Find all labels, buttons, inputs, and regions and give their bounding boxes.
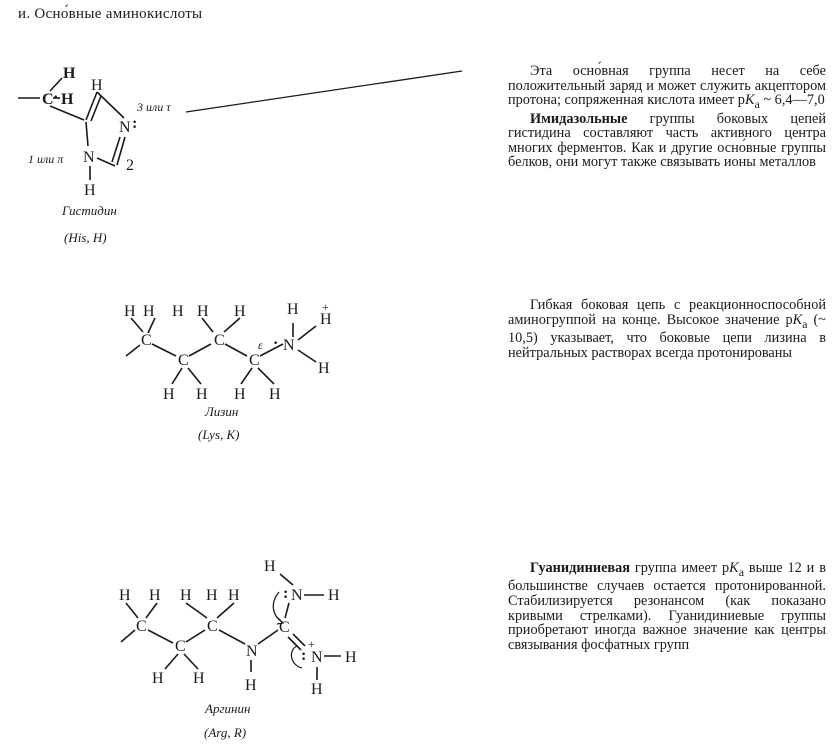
arginine-paragraph <box>508 561 826 652</box>
atom-h: H <box>124 303 136 320</box>
atom-h: H <box>234 386 246 403</box>
bond <box>186 630 205 642</box>
atom-h: H <box>269 386 281 403</box>
atom-c: C <box>178 352 189 369</box>
atom-h: H <box>193 670 205 687</box>
histidine-abbr: (His, H) <box>64 230 107 245</box>
lone-pair: : <box>283 585 289 602</box>
atom-h: H <box>149 587 161 604</box>
text: Гибкая боковая цепь с реакционноспособной аминогруппой на конце. Высокое значение p <box>508 297 826 328</box>
bond <box>126 603 138 618</box>
bold-term: Имидазольные <box>530 110 628 127</box>
atom-h: H <box>196 386 208 403</box>
atom-h: H <box>180 587 192 604</box>
atom-h-ring: H <box>91 77 103 94</box>
label-pos2: 2 <box>126 157 134 174</box>
lysine-name: Лизин <box>205 404 239 419</box>
atom-h: H <box>206 587 218 604</box>
bond <box>258 630 278 644</box>
atom-h: H <box>234 303 246 320</box>
histidine-paragraph-2 <box>508 112 826 170</box>
bond <box>121 630 135 642</box>
atom-h: H <box>119 587 131 604</box>
text: группа имеет p <box>630 560 730 576</box>
atom-n: N <box>291 587 303 604</box>
atom-h-dot: · <box>53 89 59 106</box>
bond <box>165 654 178 669</box>
atom-c: C <box>207 618 218 635</box>
bond <box>219 630 245 644</box>
pka-sub: a <box>754 97 760 112</box>
bond <box>148 630 173 643</box>
resonance-arrow <box>273 592 282 622</box>
atom-n-epsilon: N <box>246 643 258 660</box>
pka-sub: a <box>738 564 744 579</box>
lysine-abbr: (Lys, K) <box>198 427 240 442</box>
atom-h: H <box>345 649 357 666</box>
atom-c: C <box>214 332 225 349</box>
lone-pair: : <box>301 647 307 664</box>
atom-n: N <box>283 337 295 354</box>
bond <box>280 574 293 585</box>
atom-n1: N <box>83 149 95 166</box>
text: выше 12 и в большинстве случаев остается протонированной. Стабилизируется резонансом (как показано кривыми стрелками). Гуанидиниевые группы приобретают иногда важное значение как центры связывания фосфатных групп <box>508 560 826 653</box>
atom-h-n1: H <box>84 182 96 199</box>
bond <box>217 603 234 618</box>
histidine-paragraph-1 <box>508 64 826 112</box>
pka-k: K <box>792 311 803 328</box>
atom-c: C <box>136 618 147 635</box>
atom-h: H <box>172 303 184 320</box>
atom-h: H <box>318 360 330 377</box>
atom-c: C <box>141 332 152 349</box>
atom-h: H <box>264 558 276 575</box>
histidine-name: Гистидин <box>62 203 117 218</box>
atom-h: H <box>152 670 164 687</box>
lysine-description <box>508 298 826 360</box>
lysine-paragraph <box>508 298 826 360</box>
bond <box>184 654 198 669</box>
atom-n: N <box>311 649 323 666</box>
bond <box>285 603 289 618</box>
atom-h: H <box>228 587 240 604</box>
bond <box>186 603 207 618</box>
histidine-description <box>508 64 826 170</box>
bond <box>146 603 157 618</box>
atom-c-guanidino: C <box>279 619 290 636</box>
bold-term: Гуанидиниевая <box>530 560 631 576</box>
epsilon-label: ε <box>258 338 263 352</box>
pka-k: K <box>729 560 739 576</box>
label-pos3: 3 или τ <box>137 100 171 114</box>
atom-h-top: H <box>63 65 76 82</box>
pka-k: K <box>744 92 755 109</box>
atom-h: H <box>311 681 323 698</box>
atom-c-beta: C <box>42 91 54 108</box>
text: (~ 10,5) указывает, что боковые цепи лизина в нейтральных растворах всегда протонированы <box>508 311 826 361</box>
lone-pair-n3: : <box>132 115 138 132</box>
arginine-abbr: (Arg, R) <box>204 725 247 740</box>
atom-h: H <box>143 303 155 320</box>
atom-h: H <box>328 587 340 604</box>
atom-h-right: H <box>61 91 74 108</box>
lone-dot: · <box>273 335 279 352</box>
arginine-description <box>508 561 826 652</box>
atom-h: H <box>245 677 257 694</box>
charge-plus: + <box>322 300 329 314</box>
section-heading: и. Осно́вные аминокислоты <box>18 6 203 22</box>
atom-c: C <box>175 638 186 655</box>
atom-h: H <box>163 386 175 403</box>
text: ~ 6,4—7,0 <box>759 92 825 109</box>
pka-sub: a <box>802 316 808 331</box>
atom-h: H <box>287 301 299 318</box>
text: группы боковых цепей гистидина составляют часть активного центра многих ферментов. Как и другие осно́вные группы белков, они могут также связывать ионы металлов <box>508 110 826 171</box>
text: Эта осно́вная группа несет на себе положительный заряд и может служить акцептором протона; сопряженная кислота имеет p <box>508 63 826 109</box>
label-pos1: 1 или π <box>28 152 64 166</box>
charge-plus: + <box>308 637 315 651</box>
atom-c: C <box>249 352 260 369</box>
atom-h: H <box>197 303 209 320</box>
atom-h: H <box>320 311 332 328</box>
atom-n3: N <box>119 119 131 136</box>
arginine-name: Аргинин <box>205 701 251 716</box>
